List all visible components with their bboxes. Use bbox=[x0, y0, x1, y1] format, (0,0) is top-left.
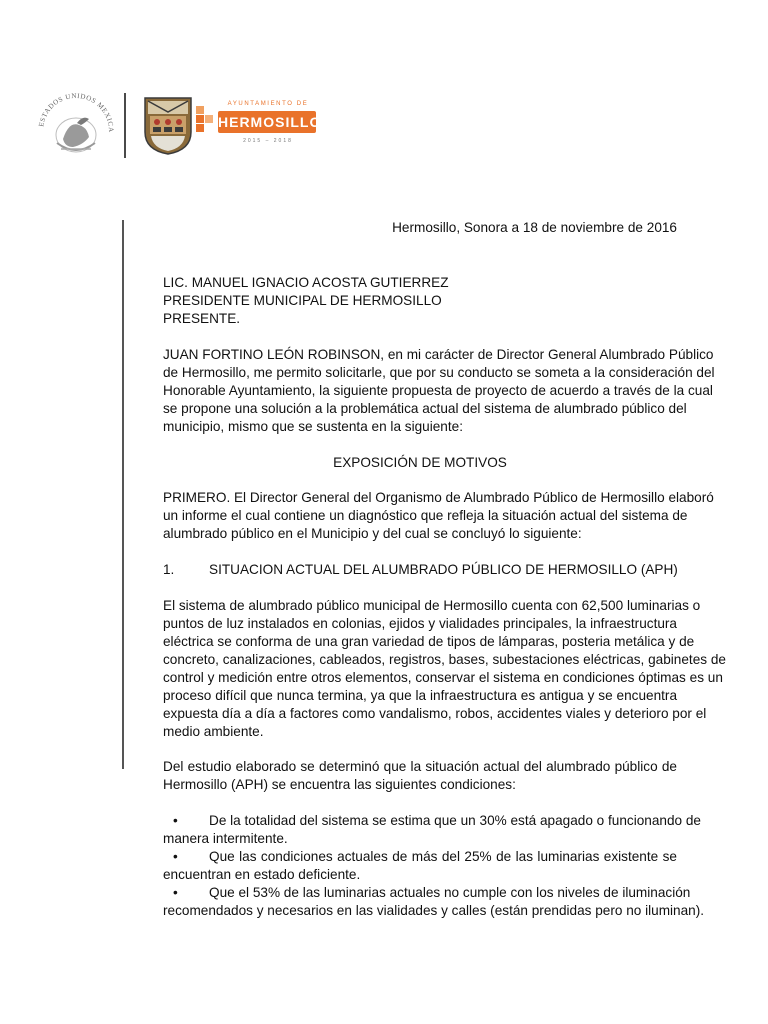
bullet-text: Que las condiciones actuales de más del 25% de las luminarias existente se bbox=[209, 849, 677, 864]
para1-line: control y medición entre otros elementos, conservar el sistema en condiciones óptimas es un bbox=[163, 670, 723, 685]
seal-text: ESTADOS UNIDOS MEXICA bbox=[37, 91, 116, 133]
letter-date: Hermosillo, Sonora a 18 de noviembre de 2016 bbox=[392, 220, 677, 235]
primero-line: un informe el cual contiene un diagnóstico que refleja la situación actual del sistema de bbox=[163, 508, 688, 523]
logo-top-text: AYUNTAMIENTO DE bbox=[227, 101, 309, 107]
para2-line: Hermosillo (APH) se encuentra las siguientes condiciones: bbox=[163, 777, 516, 792]
section-title: EXPOSICIÓN DE MOTIVOS bbox=[333, 455, 507, 470]
para1-line: eléctrica se conforma de una gran variedad de tipos de lámparas, posteria metálica y de bbox=[163, 634, 695, 649]
hermosillo-shield-icon bbox=[143, 96, 193, 156]
addressee-presente: PRESENTE. bbox=[163, 311, 241, 326]
intro-line: municipio, mismo que se sustenta en la siguiente: bbox=[163, 419, 463, 434]
para2-line: Del estudio elaborado se determinó que la situación actual del alumbrado público de bbox=[163, 759, 677, 774]
primero-line: PRIMERO. El Director General del Organismo de Alumbrado Público de Hermosillo elaboró bbox=[163, 490, 714, 505]
intro-line: de Hermosillo, me permito solicitarle, que por su conducto se someta a la consideración del bbox=[163, 365, 715, 380]
para1-line: concreto, canalizaciones, cableados, registros, bases, subestaciones eléctricas, gabinetes de bbox=[163, 652, 726, 667]
intro-line: se propone una solución a la problemática actual del sistema de alumbrado público del bbox=[163, 401, 687, 416]
para1-line: puntos de luz instalados en colonias, ejidos y vialidades principales, la infraestructura bbox=[163, 616, 677, 631]
bullet-symbol: • bbox=[173, 885, 178, 900]
para1-line: expuesta día a día a factores como vandalismo, robos, accidentes viales y deterioro por el bbox=[163, 706, 707, 721]
bullet-text: De la totalidad del sistema se estima que un 30% está apagado o funcionando de bbox=[209, 813, 701, 828]
intro-line: Honorable Ayuntamiento, la siguiente propuesta de proyecto de acuerdo a través de la cual bbox=[163, 383, 713, 398]
para1-line: medio ambiente. bbox=[163, 724, 264, 739]
bullet-symbol: • bbox=[173, 813, 178, 828]
bullet-text: Que el 53% de las luminarias actuales no cumple con los niveles de iluminación bbox=[209, 885, 691, 900]
ayuntamiento-logo bbox=[196, 98, 326, 150]
bullet-symbol: • bbox=[173, 849, 178, 864]
primero-line: alumbrado público en el Municipio y del cual se concluyó lo siguiente: bbox=[163, 526, 582, 541]
heading-number: 1. bbox=[163, 562, 175, 577]
bullet-text-cont: encuentran en estado deficiente. bbox=[163, 867, 361, 882]
logo-name-box bbox=[218, 111, 322, 133]
bullet-text-cont: recomendados y necesarios en las vialidades y calles (están prendidas pero no iluminan). bbox=[163, 903, 705, 918]
addressee-title: PRESIDENTE MUNICIPAL DE HERMOSILLO bbox=[163, 293, 442, 308]
left-margin-line bbox=[122, 220, 124, 769]
heading-text: SITUACION ACTUAL DEL ALUMBRADO PÚBLICO DE HERMOSILLO (APH) bbox=[209, 562, 678, 577]
intro-line: JUAN FORTINO LEÓN ROBINSON, en mi carácter de Director General Alumbrado Público bbox=[163, 347, 714, 362]
para1-line: proceso difícil que nunca termina, ya que la infraestructura es antigua y se encuentra bbox=[163, 688, 677, 703]
bullet-text-cont: manera intermitente. bbox=[163, 831, 288, 846]
addressee-name: LIC. MANUEL IGNACIO ACOSTA GUTIERREZ bbox=[163, 275, 449, 290]
logo-years: 2015 – 2018 bbox=[243, 138, 293, 144]
logo-name: HERMOSILLO bbox=[218, 114, 322, 130]
header-divider bbox=[124, 93, 126, 158]
para1-line: El sistema de alumbrado público municipal de Hermosillo cuenta con 62,500 luminarias o bbox=[163, 598, 701, 613]
mexico-national-seal bbox=[33, 87, 119, 163]
